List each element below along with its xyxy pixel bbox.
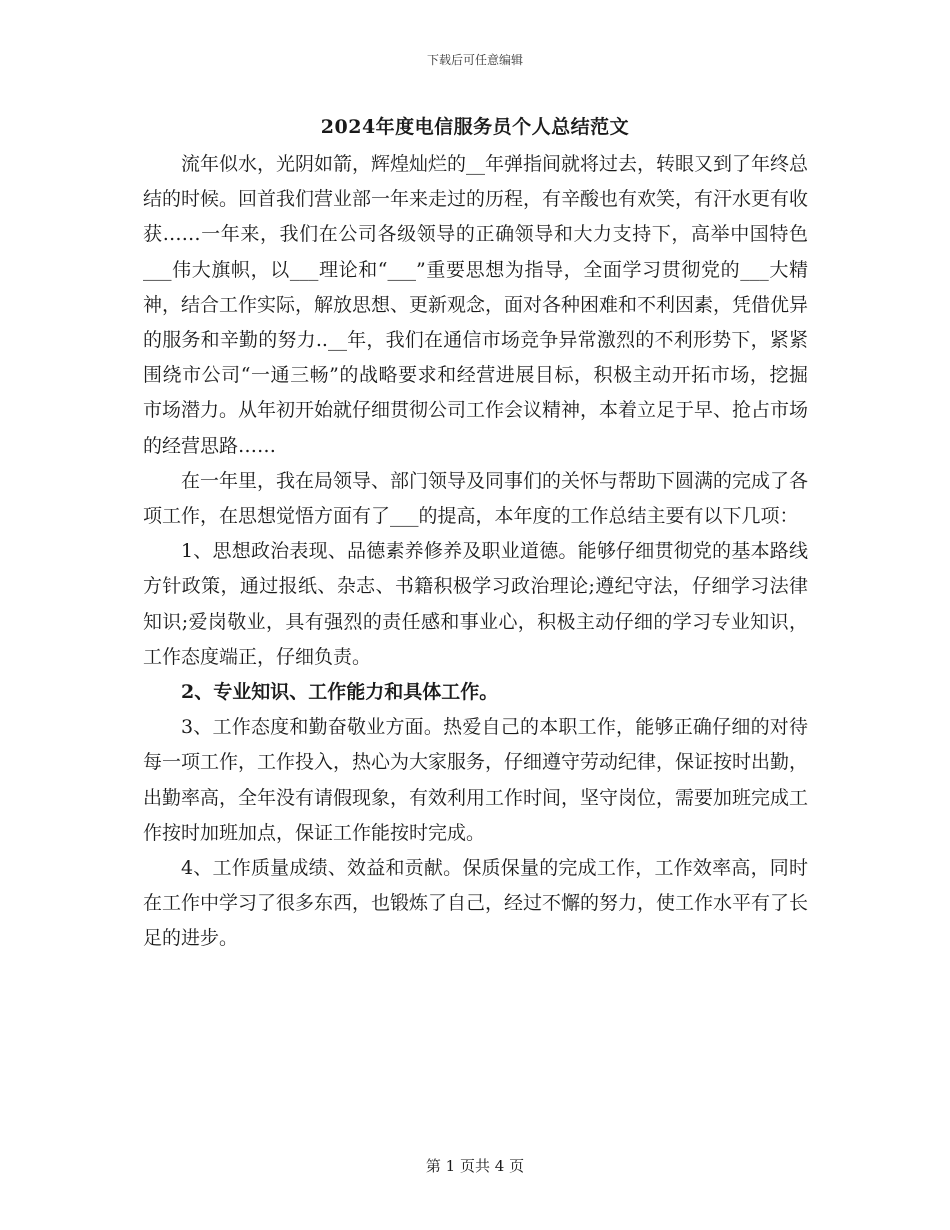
paragraph-item-3: 3、工作态度和勤奋敬业方面。热爱自己的本职工作，能够正确仔细的对待每一项工作，工作投入，热心为大家服务，仔细遵守劳动纪律，保证按时出勤，出勤率高，全年没有请假现象，有效利用工作时间，坚守岗位，需要加班完成工作按时加班加点，保证工作能按时完成。 [143, 716, 809, 844]
paragraph-item-1: 1、思想政治表现、品德素养修养及职业道德。能够仔细贯彻党的基本路线方针政策，通过报纸、杂志、书籍积极学习政治理论;遵纪守法，仔细学习法律知识;爱岗敬业，具有强烈的责任感和事业心，积极主动仔细的学习专业知识，工作态度端正，仔细负责。 [143, 540, 808, 668]
paragraph-summary-lead: 在一年里，我在局领导、部门领导及同事们的关怀与帮助下圆满的完成了各项工作，在思想觉悟方面有了___的提高，本年度的工作总结主要有以下几项： [143, 469, 809, 528]
paragraph-item-4: 4、工作质量成绩、效益和贡献。保质保量的完成工作，工作效率高，同时在工作中学习了很多东西，也锻炼了自己，经过不懈的努力，使工作水平有了长足的进步。 [143, 857, 809, 950]
header-note: 下载后可任意编辑 [426, 53, 523, 67]
paragraph-intro: 流年似水，光阴如箭，辉煌灿烂的__年弹指间就将过去，转眼又到了年终总结的时候。回首我们营业部一年来走过的历程，有辛酸也有欢笑，有汗水更有收获……一年来，我们在公司各级领导的正确领导和大力支持下，高举中国特色___伟大旗帜，以___理论和“___”重要思想为指导，全面学习贯彻党的___大精神，结合工作实际，解放思想、更新观念，面对各种困难和不利因素，凭借优异的服务和辛勤的努力..__年，我们在通信市场竞争异常激烈的不利形势下，紧紧围绕市公司“一通三畅”的战略要求和经营进展目标，积极主动开拓市场，挖掘市场潜力。从年初开始就仔细贯彻公司工作会议精神，本着立足于早、抢占市场的经营思路…… [143, 153, 809, 457]
document-title: 2024年度电信服务员个人总结范文 [320, 116, 630, 138]
document-body [143, 147, 808, 957]
paragraph-item-2: 2、专业知识、工作能力和具体工作。 [181, 681, 499, 704]
page-indicator: 第 1 页共 4 页 [425, 1157, 525, 1175]
